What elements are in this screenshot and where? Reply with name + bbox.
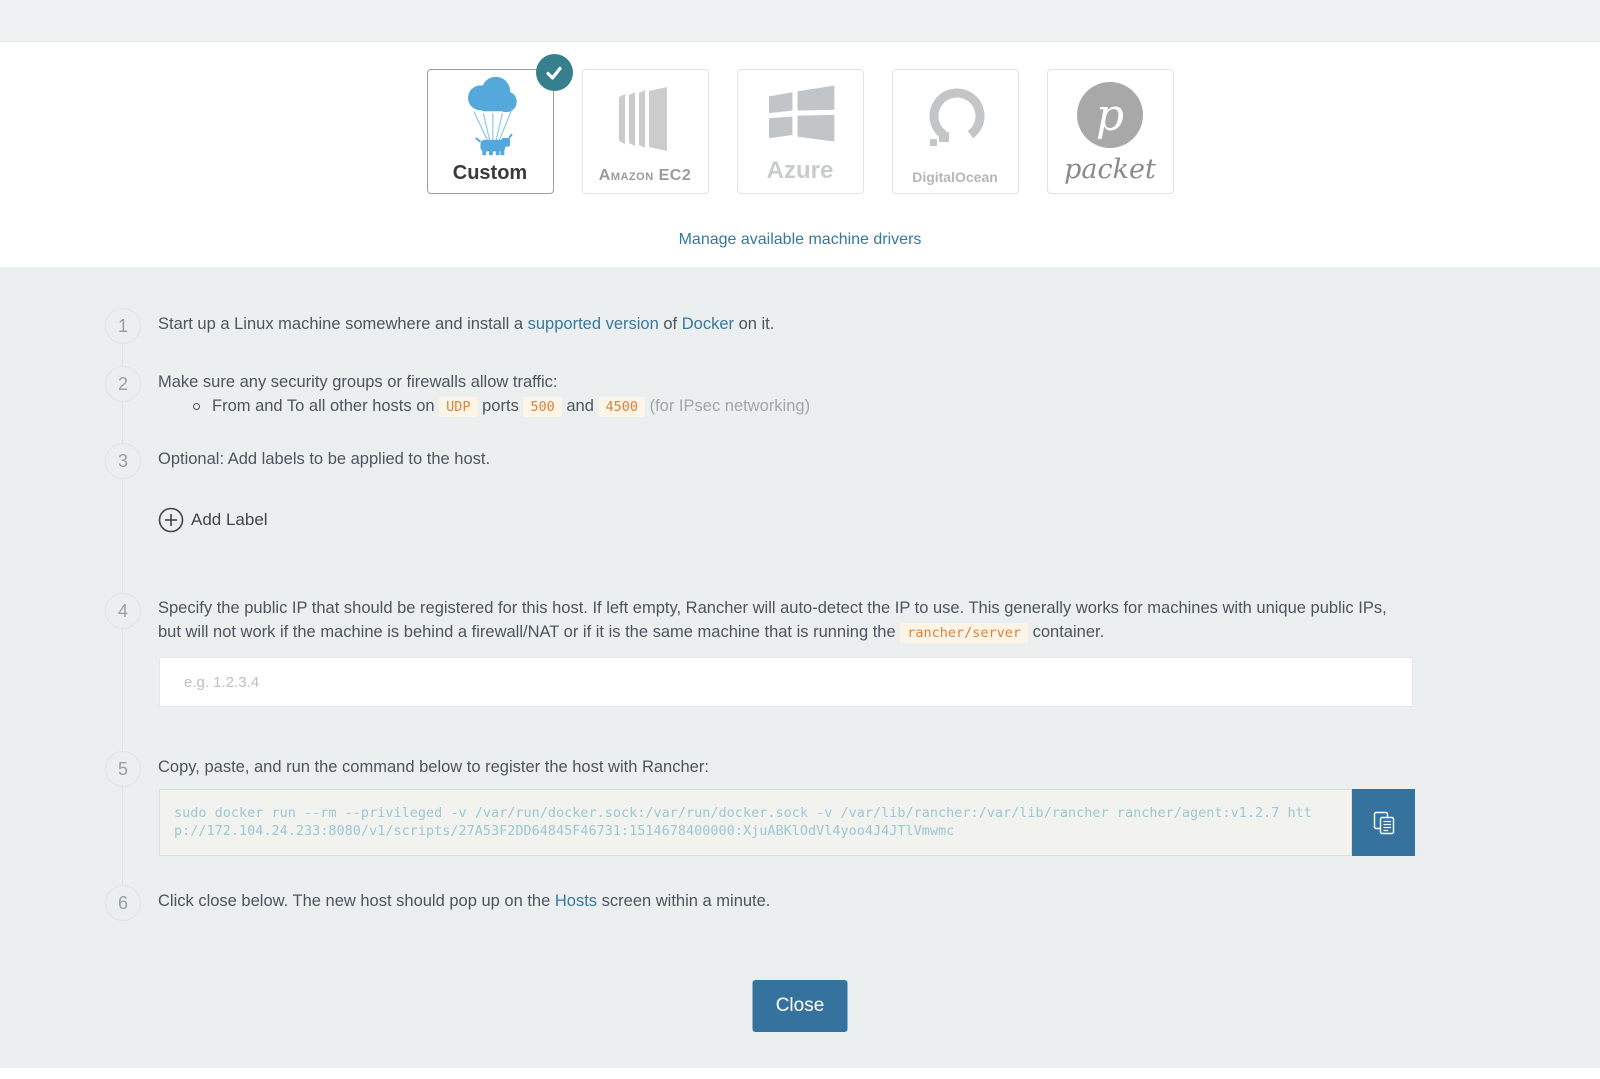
selected-check-badge — [536, 54, 573, 91]
step2-bullet — [193, 394, 810, 419]
check-icon — [544, 63, 564, 83]
driver-card-packet[interactable] — [1047, 69, 1174, 194]
step6-post: screen within a minute. — [597, 892, 771, 910]
port-4500-chip: 4500 — [599, 397, 646, 417]
public-ip-input[interactable] — [159, 657, 1413, 707]
step3-title: Optional: Add labels to be applied to the host. — [158, 450, 491, 468]
top-strip — [0, 0, 1600, 42]
driver-card-digitalocean[interactable] — [892, 69, 1019, 194]
driver-cards-row — [0, 42, 1600, 194]
registration-command: sudo docker run --rm --privileged -v /var/run/docker.sock:/var/run/docker.sock -v /var/lib/rancher:/var/lib/rancher rancher/agent:v1.2.7 http://172.104.24.233:8080/v1/scripts/27A53F2DD64845F46731:1514678400000:XjuABKlOdVl4yoo4J4JTlVmwmc — [159, 789, 1352, 856]
bottom-strip — [0, 1068, 1600, 1079]
step2-title: Make sure any security groups or firewalls allow traffic: — [158, 373, 558, 391]
packet-icon — [1075, 80, 1145, 150]
step-number-3: 3 — [105, 443, 141, 479]
registration-command-row — [159, 789, 1415, 856]
rancher-server-chip: rancher/server — [900, 623, 1028, 643]
step1-text — [158, 312, 774, 336]
step2-bullet-pre: From and To all other hosts on — [212, 397, 440, 415]
hosts-link[interactable]: Hosts — [554, 892, 598, 910]
driver-label-digitalocean: DigitalOcean — [912, 169, 998, 185]
machine-driver-section — [0, 42, 1600, 267]
step4-post: container. — [1028, 623, 1105, 641]
driver-card-azure[interactable] — [737, 69, 864, 194]
step-number-1: 1 — [105, 308, 141, 344]
add-label-button[interactable] — [158, 507, 268, 533]
clipboard-copy-icon — [1373, 811, 1395, 835]
step1-post: on it. — [734, 315, 775, 333]
port-500-chip: 500 — [523, 397, 561, 417]
driver-card-amazon-ec2[interactable] — [582, 69, 709, 194]
step1-mid: of — [658, 315, 682, 333]
step4-pre: Specify the public IP that should be registered for this host. If left empty, Rancher will auto-detect the IP to use. This generally works for machines with unique public IPs, but will not work if the machine is behind a firewall/NAT or if it is the same machine that is running the — [158, 599, 1387, 641]
step-number-2: 2 — [105, 366, 141, 402]
manage-machine-drivers-link[interactable]: Manage available machine drivers — [678, 231, 922, 248]
circle-plus-icon — [158, 507, 184, 533]
step5-title: Copy, paste, and run the command below to register the host with Rancher: — [158, 758, 709, 776]
driver-label-custom: Custom — [452, 162, 528, 184]
copy-command-button[interactable] — [1352, 789, 1415, 856]
docker-link[interactable]: Docker — [681, 315, 734, 333]
azure-icon — [761, 83, 839, 145]
driver-label-amazon-ec2: Amazon EC2 — [598, 167, 692, 184]
add-host-steps — [0, 267, 1600, 1068]
step-number-5: 5 — [105, 751, 141, 787]
driver-label-packet: packet — [1064, 154, 1156, 185]
step6-text — [158, 889, 770, 913]
step2-mid2: and — [561, 397, 599, 415]
supported-version-link[interactable]: supported version — [527, 315, 659, 333]
close-button[interactable]: Close — [753, 980, 848, 1032]
step2-mid1: ports — [477, 397, 524, 415]
step2-suffix: (for IPsec networking) — [645, 397, 811, 415]
digitalocean-icon — [922, 87, 988, 153]
step-number-6: 6 — [105, 885, 141, 921]
driver-card-custom[interactable] — [427, 69, 554, 194]
driver-label-azure: Azure — [766, 157, 834, 184]
step6-pre: Click close below. The new host should pop up on the — [158, 892, 555, 910]
step-number-4: 4 — [105, 593, 141, 629]
step4-text — [158, 596, 1413, 645]
udp-chip: UDP — [439, 397, 477, 417]
amazon-ec2-icon — [605, 87, 685, 151]
add-label-text: Add Label — [191, 510, 268, 529]
bullet-icon — [193, 403, 200, 410]
step1-pre: Start up a Linux machine somewhere and install a — [158, 315, 528, 333]
svg-text:p: p — [1095, 90, 1125, 141]
custom-driver-icon — [442, 73, 538, 159]
